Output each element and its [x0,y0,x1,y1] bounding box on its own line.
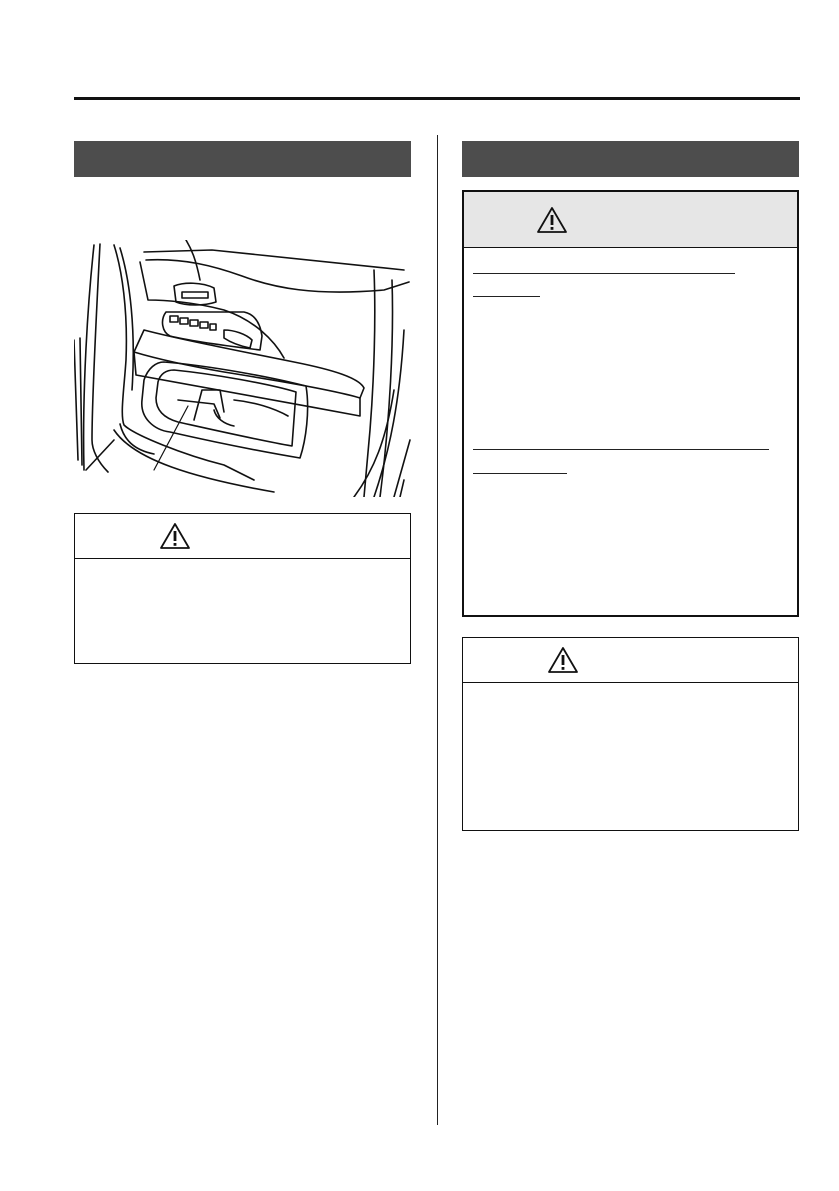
right-warning-header [464,192,797,248]
warning-item2-underline-2 [473,473,567,474]
right-caution-header [463,638,798,683]
door-storage-pocket-illustration [74,240,411,497]
page-top-rule [74,97,800,100]
right-caution-body [463,683,798,699]
right-warning-box [462,190,799,617]
left-caution-box [74,513,411,664]
left-intro-text [74,190,411,208]
warning-triangle-icon [547,646,579,674]
warning-item1-underline-1 [473,273,735,274]
right-caution-box [462,637,799,831]
warning-item1-underline-2 [473,296,540,297]
left-caution-body [75,559,410,575]
warning-triangle-icon [536,206,568,234]
left-section-title-bar [74,141,411,177]
warning-item2-underline-1 [473,449,769,450]
left-caution-header [75,514,410,559]
warning-triangle-icon [159,522,191,550]
right-section-title-bar [462,141,799,177]
column-divider [437,135,438,1125]
